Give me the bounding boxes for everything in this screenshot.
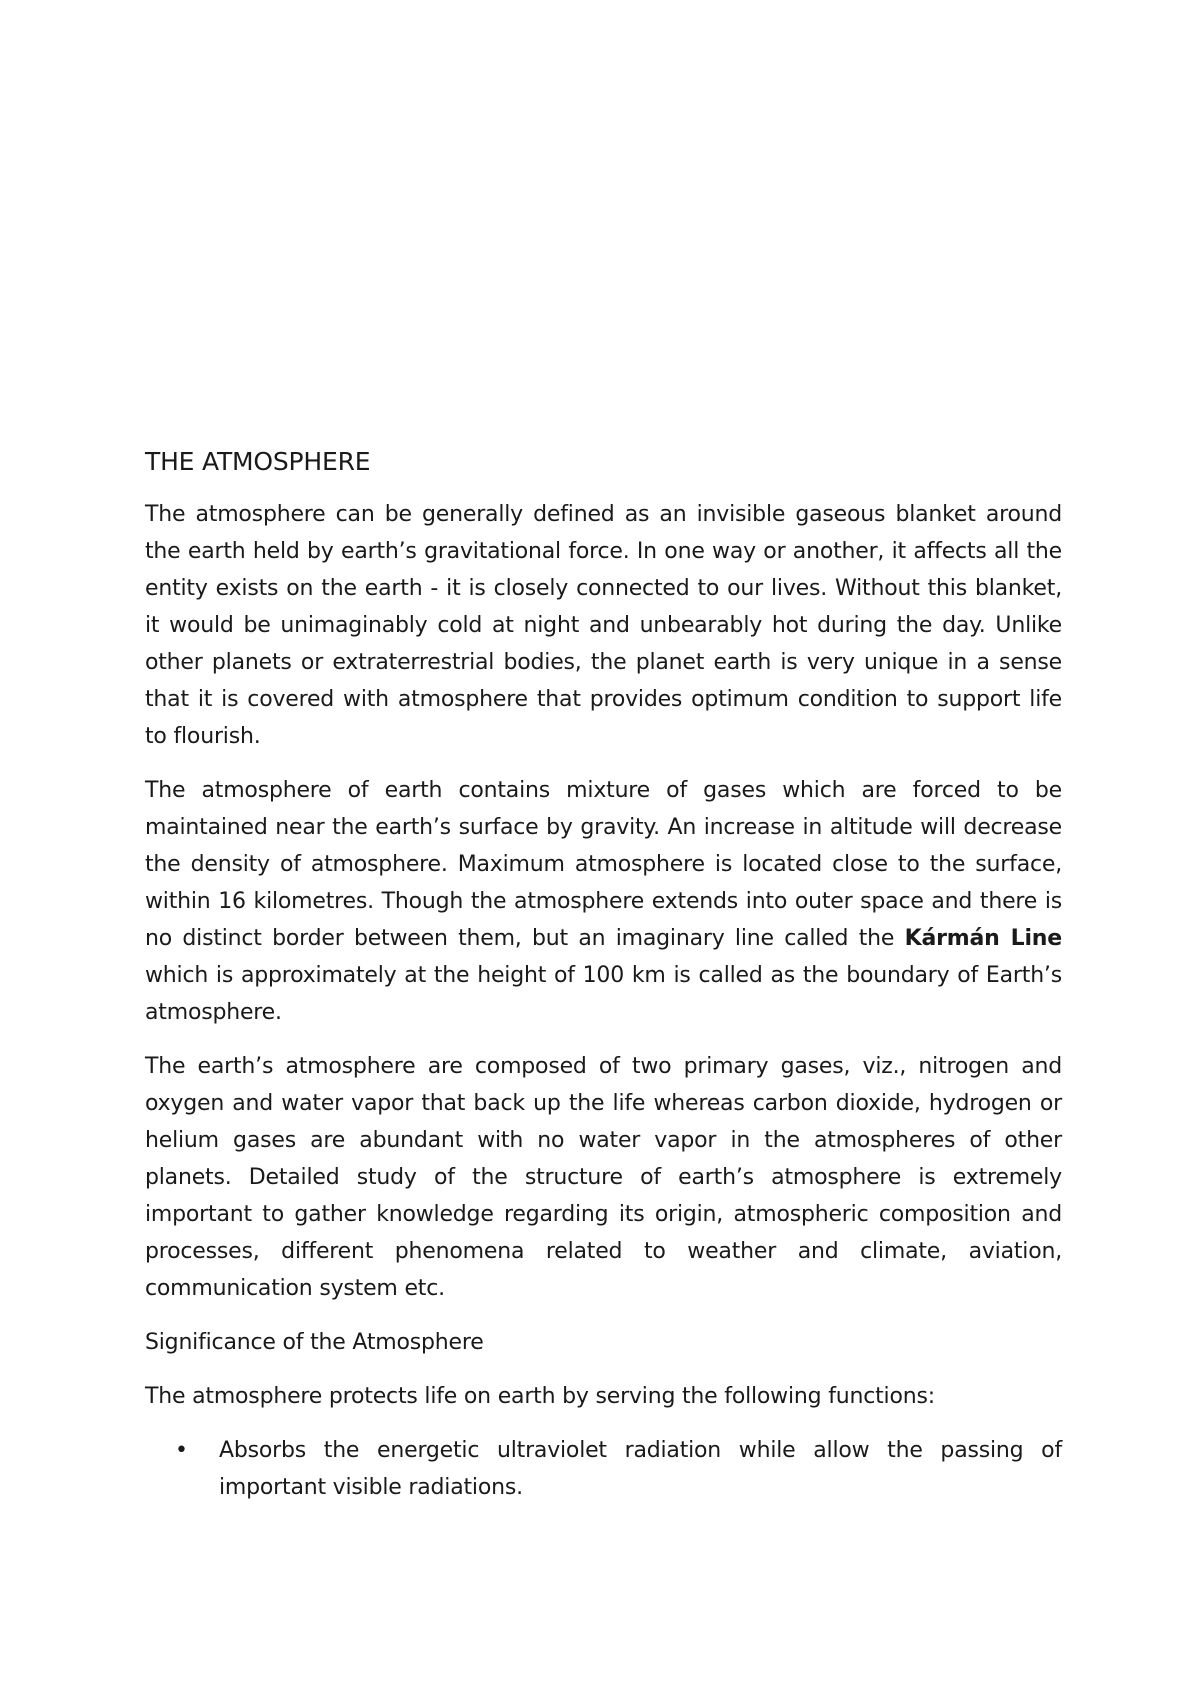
- karman-line-term: Kármán Line: [904, 926, 1062, 951]
- functions-list: [145, 1432, 1062, 1506]
- paragraph-definition: The atmosphere can be generally defined as an invisible gaseous blanket around the earth held by earth’s gravitational force. In one way or another, it affects all the entity exists on the earth - it is closely connected to our lives. Without this blanket, it would be unimaginably cold at night and unbearably hot during the day. Unlike other planets or extraterrestrial bodies, the planet earth is very unique in a sense that it is covered with atmosphere that provides optimum condition to support life to flourish.: [145, 502, 1062, 749]
- paragraph-composition-text-before: The atmosphere of earth contains mixture of gases which are forced to be maintained near the earth’s surface by gravity. An increase in altitude will decrease the density of atmosphere. Maximum atmosphere is located close to the surface, within 16 kilometres. Though the atmosphere extends into outer space and there is no distinct border between them, but an imaginary line called the: [145, 778, 1062, 951]
- document-page: [145, 440, 1062, 1506]
- functions-intro: The atmosphere protects life on earth by serving the following functions:: [145, 1384, 935, 1409]
- paragraph-primary-gases: The earth’s atmosphere are composed of two primary gases, viz., nitrogen and oxygen and water vapor that back up the life whereas carbon dioxide, hydrogen or helium gases are abundant with no water vapor in the atmospheres of other planets. Detailed study of the structure of earth’s atmosphere is extremely important to gather knowledge regarding its origin, atmospheric composition and processes, different phenomena related to weather and climate, aviation, communication system etc.: [145, 1054, 1062, 1301]
- list-item: [145, 1432, 1062, 1506]
- document-title: THE ATMOSPHERE: [145, 447, 371, 476]
- section-subheading: Significance of the Atmosphere: [145, 1330, 484, 1355]
- list-item-text: Absorbs the energetic ultraviolet radiation while allow the passing of important visible radiations.: [219, 1438, 1062, 1500]
- bullet-icon: •: [175, 1438, 188, 1463]
- paragraph-composition: [145, 772, 1062, 1031]
- paragraph-composition-text-after: which is approximately at the height of 100 km is called as the boundary of Earth’s atmosphere.: [145, 963, 1062, 1025]
